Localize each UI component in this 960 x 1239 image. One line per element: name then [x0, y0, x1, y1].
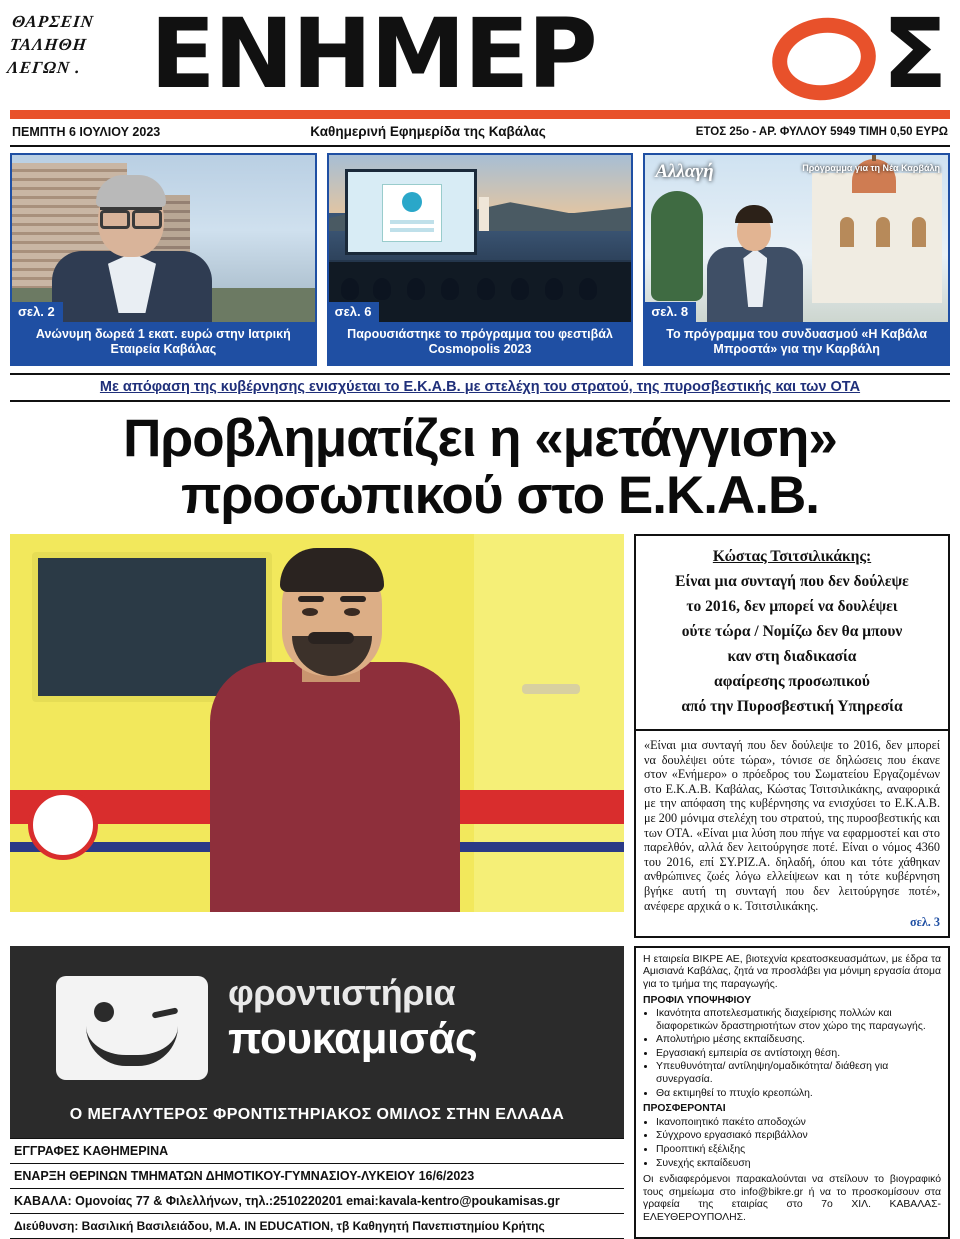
lead-photo: [10, 534, 624, 912]
ad-job-intro: Η εταιρεία ΒΙΚΡΕ ΑΕ, βιοτεχνία κρεατοσκευασμάτων, με έδρα τα Αμισιανά Καβάλας, ζητά να προσλάβει για μόνιμη εργασία άτομα για το τμήμα της παραγωγής.: [643, 953, 941, 990]
article-body: [634, 731, 950, 938]
list-item: • Ικανότητα αποτελεσματικής διαχείρισης πολλών και διαφορετικών δραστηριοτήτων στον χώρο της παραγωγής.: [656, 1008, 941, 1033]
cross-icon: [872, 155, 876, 161]
masthead-infoline: [10, 119, 950, 147]
masthead: [0, 0, 960, 110]
list-item: • Απολυτήριο μέσης εκπαίδευσης.: [656, 1034, 941, 1047]
crowd-head: [341, 278, 359, 300]
teaser-caption-1: Ανώνυμη δωρεά 1 εκατ. ευρώ στην Ιατρική Εταιρεία Καβάλας: [12, 322, 315, 364]
teaser-photo-3: [645, 155, 948, 322]
ad-job-offer-list: [643, 1117, 941, 1170]
motto-line-2: ΤΑΛΗΘΗ: [8, 35, 88, 54]
person-hair-shape: [735, 205, 773, 223]
teaser-photo-1: [12, 155, 315, 322]
teaser-card-2[interactable]: [327, 153, 634, 366]
motto-line-3: ΛΕΓΩΝ .: [6, 58, 82, 77]
ad-job-offer-header: ΠΡΟΣΦΕΡΟΝΤΑΙ: [643, 1103, 726, 1115]
issue-date: ΠΕΜΠΤΗ 6 ΙΟΥΛΙΟΥ 2023: [12, 124, 161, 139]
article-text: «Είναι μια συνταγή που δεν δούλεψε το 2016, δεν μπορεί να δουλέψει ούτε τώρα», τόνισε σε δηλώσεις που έκανε στον «Ενήμερο» ο πρόεδρος του Σωματείου Εργαζομένων στο Ε.Κ.Α.Β. Καβάλας, Κώστας Τσιτσιλικάκης, αναφορικά με την απόφαση της κυβέρνησης να ενισχύσει το Ε.Κ.Α.Β. με 200 μόνιμα στελέχη του στρατού, της πυροσβεστικής και των ΟΤΑ. «Είναι μια λύση που πήγε να εφαρμοστεί και στο παρελθόν, αλλά δεν λειτούργησε ποτέ. Είναι ο νόμος 4360 του 2016, επί ΣΥ.ΡΙΖ.Α. δηλαδή, όπου και τότε χάθηκαν ανθρώπινες ζωές λόγω ελλείψεων και η τότε κυβέρνηση βγήκε αυτή τη συνταγή που δεν λειτούργησε ποτέ», ανέφερε αρχικά ο κ. Τσιτσιλικάκης.: [644, 738, 940, 913]
ad-tutoring-tagline: Ο ΜΕΓΑΛΥΤΕΡΟΣ ΦΡΟΝΤΙΣΤΗΡΙΑΚΟΣ ΟΜΙΛΟΣ ΣΤΗΝ ΕΛΛΑΔΑ: [69, 1105, 565, 1123]
list-item: • Προοπτική εξέλιξης: [656, 1144, 941, 1157]
list-item: • Ικανοποιητικό πακέτο αποδοχών: [656, 1117, 941, 1130]
teaser-page-tag-3[interactable]: σελ. 8: [645, 302, 696, 322]
smiley-mouth: [86, 1026, 178, 1066]
pull-quote-box: [634, 534, 950, 731]
logo-omicron-ring-icon: [767, 11, 881, 107]
tree-shape: [651, 191, 703, 301]
teaser-photo-2: [329, 155, 632, 322]
person-body-shape: [210, 662, 460, 912]
masthead-logo: [140, 0, 950, 110]
masthead-orange-rule: [10, 110, 950, 119]
motto-line-1: ΘΑΡΣΕΙΝ: [11, 12, 95, 31]
article-page-ref[interactable]: σελ. 3: [909, 915, 940, 930]
crowd-head: [407, 278, 425, 300]
person-eye-shape: [344, 608, 360, 616]
ad-tutoring-line-2: ΕΝΑΡΞΗ ΘΕΡΙΝΩΝ ΤΜΗΜΑΤΩΝ ΔΗΜΟΤΙΚΟΥ-ΓΥΜΝΑΣΙΟΥ-ΛΥΚΕΙΟΥ 16/6/2023: [10, 1164, 624, 1189]
list-item: • Θα εκτιμηθεί το πτυχίο κρεοπώλη.: [656, 1088, 941, 1101]
person-hair-shape: [96, 175, 166, 207]
slide-line-2: [390, 228, 434, 232]
ambulance-emblem-shape: [28, 790, 98, 860]
list-item: • Υπευθυνότητα/ αντίληψη/ομαδικότητα/ διάθεση για συνεργασία.: [656, 1061, 941, 1086]
issue-info: ΕΤΟΣ 25ο - ΑΡ. ΦΥΛΛΟΥ 5949 ΤΙΜΗ 0,50 ΕΥΡΩ: [695, 125, 948, 138]
crowd-head: [441, 278, 459, 300]
person-hair-shape: [280, 548, 384, 592]
teaser-caption-2: Παρουσιάστηκε το πρόγραμμα του φεστιβάλ Cosmopolis 2023: [329, 322, 632, 364]
church-window-shape: [912, 217, 926, 247]
quote-line-1: Είναι μια συνταγή που δεν δούλεψε: [675, 573, 909, 590]
presentation-screen-shape: [345, 169, 477, 255]
ad-job-tail: Οι ενδιαφερόμενοι παρακαλούνται να στείλουν το βιογραφικό τους σημείωμα στο info@bikre.gr ή να το προσκομίσουν στα γραφεία της εταιρίας στο 7ο ΧΙΛ. ΚΑΒΑΛΑΣ- ΕΛΕΥΘΕΡΟΥΠΟΛΗΣ.: [643, 1174, 941, 1223]
list-item: • Συνεχής εκπαίδευση: [656, 1158, 941, 1171]
teaser-overlay-note: Πρόγραμμα για τη Νέα Καρβάλη: [802, 163, 941, 173]
logo-sigma: Σ: [882, 0, 948, 110]
speaker-shape: [479, 197, 489, 231]
ad-tutoring-banner: [10, 946, 624, 1138]
glasses-icon: [100, 207, 162, 221]
lead-story: [10, 534, 950, 938]
ad-job-profile-header: ΠΡΟΦΙΛ ΥΠΟΨΗΦΙΟΥ: [643, 994, 752, 1006]
bottom-ads: [10, 946, 950, 1239]
teaser-overlay-title: Αλλαγή: [655, 161, 714, 182]
paper-subtitle: Καθημερινή Εφημερίδα της Καβάλας: [310, 124, 546, 139]
headline-line-1: Προβληματίζει η «μετάγγιση»: [123, 409, 837, 468]
ambulance-handle-shape: [522, 684, 580, 694]
person-moustache-shape: [308, 632, 354, 644]
quote-line-4: καν στη διαδικασία: [727, 648, 857, 665]
crowd-head: [545, 278, 563, 300]
ad-job-profile-list: [643, 1008, 941, 1100]
list-item: • Σύγχρονο εργασιακό περιβάλλον: [656, 1130, 941, 1143]
ad-job-listing: [634, 946, 950, 1239]
smiley-eye-open: [94, 1002, 114, 1022]
person-brow-shape: [298, 596, 324, 602]
smiley-face-icon: [56, 976, 208, 1080]
teaser-page-tag-2[interactable]: σελ. 6: [329, 302, 380, 322]
ad-tutoring-line-3[interactable]: ΚΑΒΑΛΑ: Ομονοίας 77 & Φιλελλήνων, τηλ.:2510220201 emai:kavala-kentro@poukamisas.gr: [10, 1189, 624, 1214]
church-window-shape: [876, 217, 890, 247]
ad-tutoring[interactable]: [10, 946, 624, 1239]
crowd-head: [579, 278, 597, 300]
ad-tutoring-line-4: Διεύθυνση: Βασιλική Βασιλειάδου, Μ.Α. IN EDUCATION, τβ Καθηγητή Πανεπιστημίου Κρήτης: [10, 1214, 624, 1239]
ad-tutoring-line-1: ΕΓΓΡΑΦΕΣ ΚΑΘΗΜΕΡΙΝΑ: [10, 1138, 624, 1164]
teaser-card-1[interactable]: [10, 153, 317, 366]
quote-line-5: αφαίρεσης προσωπικού: [714, 673, 870, 690]
quote-attribution: Κώστας Τσιτσιλικάκης:: [712, 548, 872, 565]
list-item: • Εργασιακή εμπειρία σε αντίστοιχη θέση.: [656, 1048, 941, 1061]
teaser-page-tag-1[interactable]: σελ. 2: [12, 302, 63, 322]
crowd-head: [373, 278, 391, 300]
slide-line-1: [390, 220, 434, 224]
lead-kicker: Με απόφαση της κυβέρνησης ενισχύεται το Ε.Κ.Α.Β. με στελέχη του στρατού, της πυροσβεστικής και των ΟΤΑ: [10, 373, 950, 402]
teaser-caption-3: Το πρόγραμμα του συνδυασμού «Η Καβάλα Μπροστά» για την Καρβάλη: [645, 322, 948, 364]
quote-line-6: από την Πυροσβεστική Υπηρεσία: [681, 698, 903, 715]
logo-text: ΕΝΗΜΕΡ: [150, 0, 596, 110]
ad-tutoring-details: [10, 1138, 624, 1239]
teaser-card-3[interactable]: [643, 153, 950, 366]
crowd-head: [511, 278, 529, 300]
ad-tutoring-word-2: πουκαμισάς: [228, 1013, 478, 1063]
slide-avatar-shape: [402, 192, 422, 212]
crowd-head: [477, 278, 495, 300]
smiley-eye-wink: [152, 1007, 179, 1018]
headline-line-2: προσωπικού στο Ε.Κ.Α.Β.: [181, 466, 819, 525]
masthead-motto: [6, 6, 144, 79]
teaser-row: [10, 153, 950, 366]
church-window-shape: [840, 217, 854, 247]
quote-line-2: το 2016, δεν μπορεί να δουλέψει: [686, 598, 898, 615]
person-brow-shape: [340, 596, 366, 602]
ad-tutoring-word-1: φροντιστήρια: [228, 971, 456, 1013]
ambulance-side-shape: [474, 534, 624, 912]
lead-side-column: [634, 534, 950, 938]
person-eye-shape: [302, 608, 318, 616]
lead-headline: [10, 410, 950, 524]
quote-line-3: ούτε τώρα / Νομίζω δεν θα μπουν: [681, 623, 903, 640]
